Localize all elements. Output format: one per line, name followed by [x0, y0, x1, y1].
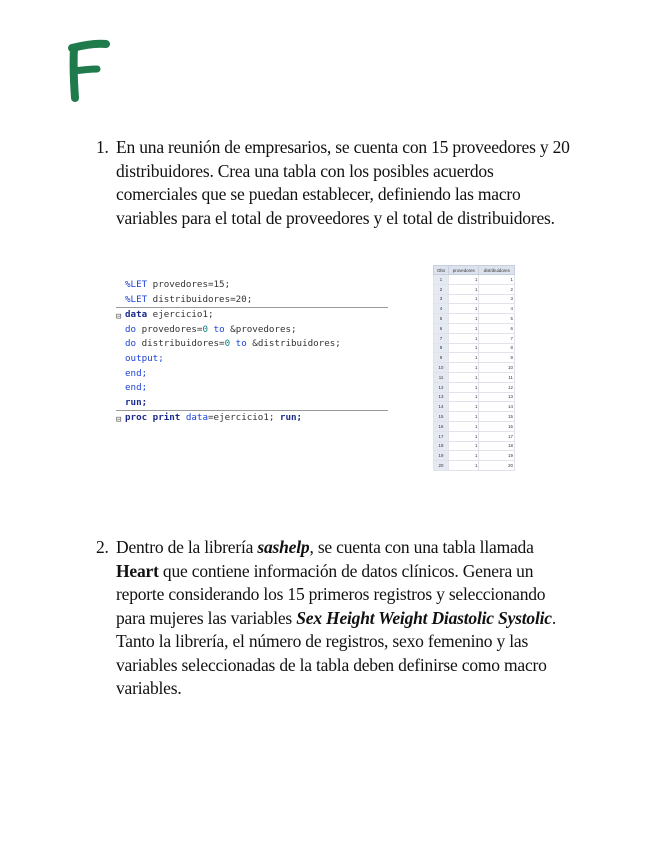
table-cell: 12 — [434, 382, 449, 392]
table-cell: 1 — [449, 284, 479, 294]
table-row — [434, 382, 515, 392]
code-line: do provedores=0 to &provedores; — [125, 323, 297, 335]
table-cell: 14 — [434, 402, 449, 412]
table-row — [434, 343, 515, 353]
table-row — [434, 314, 515, 324]
table-cell: 17 — [434, 431, 449, 441]
table-cell: 10 — [479, 363, 515, 373]
code-line: output; — [125, 352, 164, 364]
table-name: Heart — [116, 560, 159, 581]
table-row — [434, 363, 515, 373]
table-cell: 11 — [479, 372, 515, 382]
table-cell: 1 — [449, 353, 479, 363]
table-cell: 6 — [434, 323, 449, 333]
table-cell: 8 — [479, 343, 515, 353]
table-cell: 6 — [479, 323, 515, 333]
table-cell: 18 — [479, 441, 515, 451]
table-cell: 14 — [479, 402, 515, 412]
table-row — [434, 304, 515, 314]
table-cell: 5 — [479, 314, 515, 324]
table-row — [434, 323, 515, 333]
table-cell: 1 — [449, 304, 479, 314]
table-cell: 3 — [479, 294, 515, 304]
code-line: end; — [125, 382, 148, 394]
table-cell: 1 — [449, 343, 479, 353]
table-cell: 5 — [434, 314, 449, 324]
table-row — [434, 372, 515, 382]
table-cell: 1 — [449, 275, 479, 285]
table-cell: 1 — [449, 402, 479, 412]
table-cell: 13 — [479, 392, 515, 402]
table-cell: 1 — [449, 451, 479, 461]
table-header-row — [434, 266, 515, 275]
table-cell: 7 — [479, 333, 515, 343]
code-line: run; — [125, 396, 148, 408]
table-cell: 12 — [479, 382, 515, 392]
table-cell: 1 — [449, 412, 479, 422]
table-row — [434, 333, 515, 343]
table-cell: 20 — [434, 461, 449, 471]
item-text: En una reunión de empresarios, se cuenta con 15 proveedores y 20 distribuidores. Crea una tabla con los posibles acuerdos comerciales que se puedan establecer, definiendo las macro variables para el total de proveedores y el total de distribuidores. — [116, 137, 570, 228]
table-cell: 1 — [449, 314, 479, 324]
result-table-screenshot — [433, 265, 515, 471]
table-cell: 13 — [434, 392, 449, 402]
table-cell: 1 — [449, 294, 479, 304]
table-row — [434, 461, 515, 471]
table-cell: 15 — [479, 412, 515, 422]
table-cell: 1 — [449, 363, 479, 373]
code-line: do distribuidores=0 to &distribuidores; — [125, 338, 341, 350]
table-row — [434, 353, 515, 363]
table-cell: 4 — [479, 304, 515, 314]
table-cell: 2 — [434, 284, 449, 294]
table-row — [434, 392, 515, 402]
exercise-item-2 — [96, 536, 576, 701]
exercise-list-1 — [96, 136, 576, 230]
letter-f-logo — [62, 38, 112, 104]
table-row — [434, 402, 515, 412]
sas-code-block — [116, 278, 388, 426]
table-cell: 1 — [434, 275, 449, 285]
table-cell: 16 — [479, 421, 515, 431]
code-line: %LET provedores=15; — [125, 279, 231, 290]
table-row — [434, 441, 515, 451]
table-cell: 18 — [434, 441, 449, 451]
code-line: ⊟ data ejercicio1; — [116, 307, 388, 323]
table-cell: 19 — [434, 451, 449, 461]
table-cell: 7 — [434, 333, 449, 343]
item-number: 1. — [96, 137, 109, 157]
table-cell: 15 — [434, 412, 449, 422]
code-line: ⊟ proc print data=ejercicio1; run; — [116, 410, 388, 426]
table-row — [434, 294, 515, 304]
variable-list: Sex Height Weight Diastolic Systolic — [296, 607, 552, 628]
table-row — [434, 275, 515, 285]
table-cell: 1 — [449, 461, 479, 471]
table-cell: 1 — [449, 392, 479, 402]
table-cell: 1 — [449, 421, 479, 431]
table-cell: 8 — [434, 343, 449, 353]
item-text-part: , se cuenta con una tabla llamada — [309, 537, 534, 557]
table-cell: 1 — [479, 275, 515, 285]
item-text-part: Dentro de la librería — [116, 537, 258, 557]
table-cell: 9 — [434, 353, 449, 363]
table-cell: 4 — [434, 304, 449, 314]
column-header: provedores — [449, 266, 479, 275]
table-cell: 1 — [449, 323, 479, 333]
table-row — [434, 431, 515, 441]
result-table — [433, 265, 515, 471]
table-cell: 2 — [479, 284, 515, 294]
fold-icon[interactable]: ⊟ — [116, 312, 122, 323]
table-cell: 17 — [479, 431, 515, 441]
item-number: 2. — [96, 537, 109, 557]
table-row — [434, 284, 515, 294]
column-header: Obs — [434, 266, 449, 275]
table-cell: 3 — [434, 294, 449, 304]
table-cell: 1 — [449, 441, 479, 451]
table-cell: 11 — [434, 372, 449, 382]
table-cell: 16 — [434, 421, 449, 431]
table-cell: 1 — [449, 372, 479, 382]
item-text-part: . Tanto la librería, el número de registros, sexo femenino y las variables seleccionadas de la tabla deben definirse como macro variables. — [116, 607, 557, 698]
exercise-list-2 — [96, 536, 576, 701]
table-row — [434, 421, 515, 431]
fold-icon[interactable]: ⊟ — [116, 415, 122, 426]
table-cell: 9 — [479, 353, 515, 363]
library-name: sashelp — [257, 537, 310, 557]
exercise-item-1 — [96, 136, 576, 230]
table-cell: 19 — [479, 451, 515, 461]
table-cell: 1 — [449, 333, 479, 343]
item-text-part: que contiene información de datos clínicos. Genera un reporte considerando los 15 primeros registros y seleccionando para mujeres las variables — [116, 560, 546, 628]
table-cell: 10 — [434, 363, 449, 373]
table-cell: 1 — [449, 431, 479, 441]
table-body — [434, 275, 515, 471]
table-row — [434, 412, 515, 422]
table-cell: 20 — [479, 461, 515, 471]
code-line: %LET distribuidores=20; — [125, 293, 253, 305]
table-row — [434, 451, 515, 461]
table-cell: 1 — [449, 382, 479, 392]
code-line: end; — [125, 367, 148, 379]
column-header: distribuidores — [479, 266, 515, 275]
